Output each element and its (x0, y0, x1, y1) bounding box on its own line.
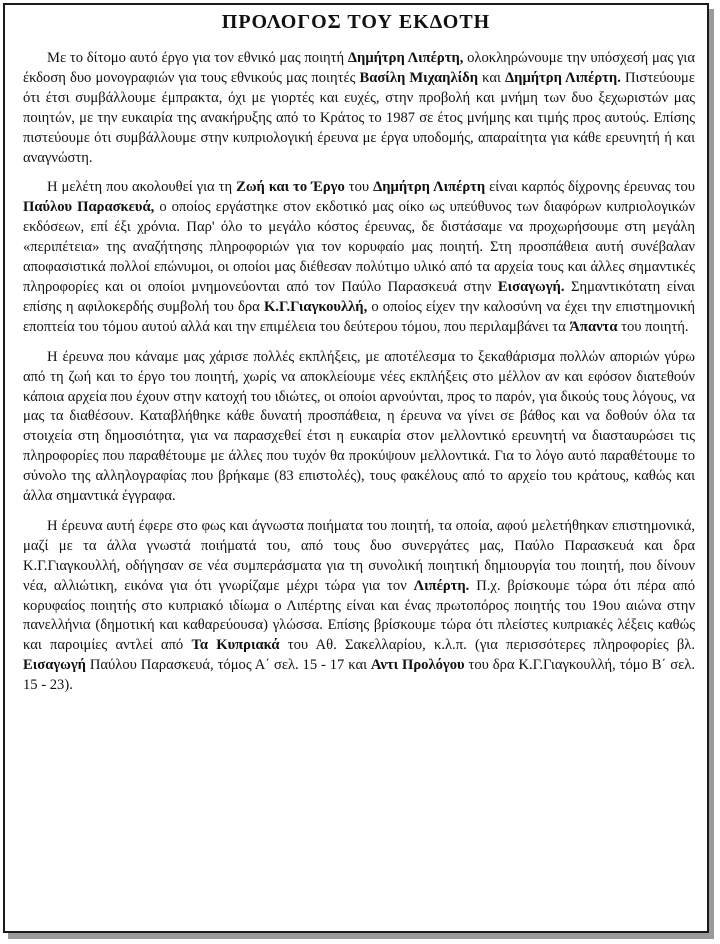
text-run: και (478, 69, 506, 86)
bold-text: Εισαγωγή. (497, 278, 565, 295)
text-run: Σημαντικότατη είναι επίσης η αφιλοκερδής συμβολή του δρα (23, 278, 695, 315)
bold-text: Κ.Γ.Γιαγκουλλή, (263, 298, 368, 315)
bold-text: Δημήτρη Λιπέρτη, (347, 50, 464, 66)
bold-text: Δημήτρη Λιπέρτη (373, 179, 486, 196)
bold-text: Αντι Προλόγου (370, 657, 465, 674)
bold-text: Άπαντα (569, 318, 618, 335)
text-run: ο οποίος είχεν την καλοσύνη να έχει την επιστημονική εποπτεία του τόμου αυτού αλλά και την επιμέλεια του δεύτερου τόμου, που περιλαμβάνει τα (23, 298, 696, 335)
page-frame (3, 3, 709, 933)
bold-text: Τα Κυπριακά (191, 637, 280, 654)
text-run: Π.χ. βρίσκουμε τώρα ότι πέρα από κορυφαίος ποιητής στο κυπριακό ιδίωμα ο Λιπέρτης είναι και ένας πρωτοπόρος ποιητής του 19ου αιώνα στην πανελλήνια (δημοτική και καθαρεύουσα) γλώσσα. Επίσης βρίσκουμε τώρα ότι πλείστες κυπριακές λέξεις καθώς και παροιμίες αντλεί από (23, 577, 695, 654)
paragraph-3 (23, 348, 695, 507)
text-run: Η μελέτη που ακολουθεί για τη (47, 179, 237, 196)
bold-text: Βασίλη Μιχαηλίδη (359, 69, 478, 86)
paragraph-4 (23, 517, 695, 696)
text-run: ολοκληρώνουμε την υπόσχεσή μας για έκδοση δυο μονογραφιών για τους εθνικούς μας ποιητές (23, 50, 695, 86)
text-run: Η έρευνα αυτή έφερε στο φως και άγνωστα ποιήματα του ποιητή, τα οποία, αφού μελετήθηκαν επιστημονικά, μαζί με τα άλλα γνωστά ποιήματά του, από τους δυο συνεργάτες μας, Παύλο Παρασκευά και δρα Κ.Γ.Γιαγκουλλή, οδήγησαν σε νέα συμπεράσματα για τη συνολική ποιητική δημιουργία του ποιητή, που δίνουν νέα, αλλιώτικη, εικόνα για ότι γνωρίζαμε μέχρι τώρα για τον (23, 517, 695, 594)
text-run: του (344, 179, 374, 196)
document-body (23, 49, 695, 696)
text-run: του ποιητή. (617, 318, 689, 335)
bold-text: Παύλου Παρασκευά, (23, 199, 155, 216)
paragraph-1 (23, 49, 695, 168)
text-run: Παύλου Παρασκευά, τόμος Α΄ σελ. 15 - 17 και (85, 657, 371, 674)
bold-text: Λιπέρτη. (413, 577, 470, 594)
text-run: Πιστεύουμε ότι έτσι συμβάλλουμε έμπρακτα, όχι με γιορτές και ευχές, στην προβολή και μνήμη των δυο ξεχωριστών μας ποιητών, με την ευκαιρία της ανακήρυξης από το Κράτος το 1987 σε έτος μνήμης και τιμής προς αυτούς. Επίσης πιστεύουμε ότι συμβάλλουμε στην κυπριολογική έρευνα με έργα υποδομής, απαραίτητα για κάθε ερευνητή ή και αναγνώστη. (23, 69, 695, 166)
text-run: ο οποίος εργάστηκε στον εκδοτικό μας οίκο ως υπεύθυνος των διαφόρων κυπριολογικών εκδόσεων, επί έξι χρόνια. Παρ' όλο το μεγάλο κόστος έρευνας, δε διστάσαμε να προχωρήσουμε στη μεγάλη «περιπέτεια» της αναζήτησης πληροφοριών για τον κορυφαίο μας ποιητή. Στη προσπάθεια αυτή συνέβαλαν αποφασιστικά πολλοί επώνυμοι, οι οποίοι μας διέθεσαν πολύτιμο υλικό από τα αρχεία τους και άλλες σημαντικές πληροφορίες και οι οποίοι μνημονεύονται από τον Παύλο Παρασκευά στην (23, 199, 695, 295)
text-run: Η έρευνα που κάναμε μας χάρισε πολλές εκπλήξεις, με αποτέλεσμα το ξεκαθάρισμα πολλών αποριών γύρω από τη ζωή και το έργο του ποιητή, χωρίς να αποκλείουμε νέες εκπλήξεις στο μέλλον αν και εφόσον διατεθούν κάποια αρχεία που έχουν στην κατοχή του ιδιώτες, οι οποίοι αρνούνται, προς το παρόν, για δικούς τους λόγους, να μας τα διαθέσουν. Καταβλήθηκε κάθε δυνατή προσπάθεια, η έρευνα να γίνει σε βάθος και να δοθούν όλα τα στοιχεία στη δημοσιότητα, για να παρασχεθεί έτσι η ευκαιρία στον μελλοντικό ερευνητή να διασταυρώσει τις πληροφορίες που παραθέτουμε με άλλες που τυχόν θα προκύψουν μελλοντικά. Για το λόγο αυτό παραθέτουμε το σύνολο της αλληλογραφίας που βρήκαμε (83 επιστολές), τους φακέλους από το αρχείο του κράτους, καθώς και άλλα σημαντικά έγγραφα. (23, 348, 695, 505)
text-run: είναι καρπός δίχρονης έρευνας του (485, 179, 695, 196)
bold-text: Ζωή και το Έργο (236, 179, 345, 196)
text-run: Με το δίτομο αυτό έργο για τον εθνικό μας ποιητή (47, 50, 348, 66)
bold-text: Εισαγωγή (23, 657, 86, 674)
text-run: του Αθ. Σακελλαρίου, κ.λ.π. (για περισσότερες πληροφορίες βλ. (279, 637, 695, 654)
text-run: του δρα Κ.Γ.Γιαγκουλλή, τόμο Β΄ σελ. 15 - 23). (23, 657, 695, 694)
page-title: ΠΡΟΛΟΓΟΣ ΤΟΥ ΕΚΔΟΤΗ (221, 11, 491, 33)
paragraph-2 (23, 178, 695, 337)
bold-text: Δημήτρη Λιπέρτη. (505, 69, 621, 86)
